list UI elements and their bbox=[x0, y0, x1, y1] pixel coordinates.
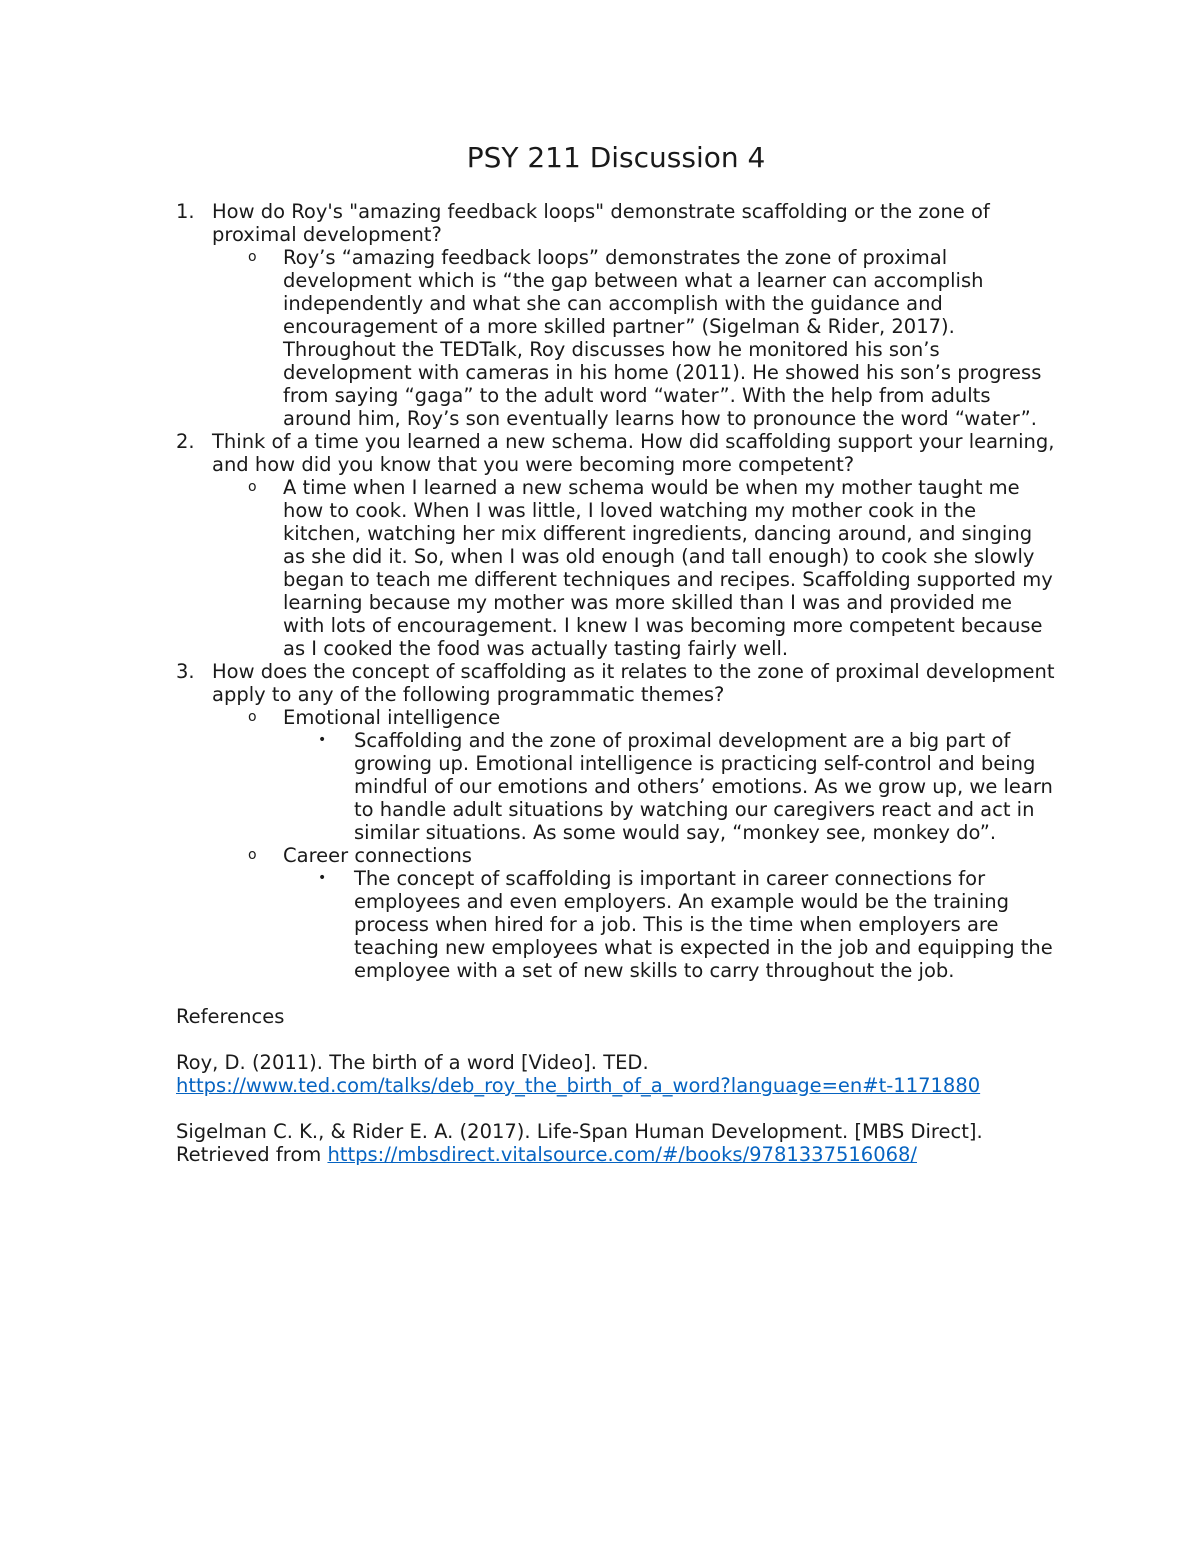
reference-link[interactable]: https://www.ted.com/talks/deb_roy_the_birth_of_a_word?language=en#t-1171880 bbox=[176, 1074, 981, 1097]
question-number: 1. bbox=[176, 200, 195, 223]
theme-item bbox=[212, 706, 1056, 844]
answer-item bbox=[212, 246, 1056, 430]
reference-link-line bbox=[176, 1143, 1056, 1166]
question-text: How do Roy's "amazing feedback loops" demonstrate scaffolding or the zone of proximal development? bbox=[212, 200, 990, 246]
theme-detail-text: The concept of scaffolding is important in career connections for employees and even employers. An example would be the training process when hired for a job. This is the time when employers are teaching new employees what is expected in the job and equipping the employee with a set of new skills to carry throughout the job. bbox=[354, 867, 1053, 982]
reference-item bbox=[176, 1120, 1056, 1166]
reference-prefix: Retrieved from bbox=[176, 1143, 328, 1166]
question-text: How does the concept of scaffolding as it relates to the zone of proximal development apply to any of the following programmatic themes? bbox=[212, 660, 1055, 706]
theme-label: Emotional intelligence bbox=[283, 706, 501, 729]
answer-list bbox=[212, 246, 1056, 430]
disc-bullet-icon: • bbox=[318, 732, 327, 748]
question-item bbox=[176, 660, 1056, 982]
question-number: 2. bbox=[176, 430, 195, 453]
circle-bullet-icon: o bbox=[248, 847, 257, 863]
theme-label: Career connections bbox=[283, 844, 472, 867]
question-list bbox=[176, 200, 1056, 982]
theme-detail-list bbox=[283, 867, 1056, 982]
reference-text: Sigelman C. K., & Rider E. A. (2017). Life-Span Human Development. [MBS Direct]. bbox=[176, 1120, 983, 1143]
circle-bullet-icon: o bbox=[248, 709, 257, 725]
reference-link[interactable]: https://mbsdirect.vitalsource.com/#/books/9781337516068/ bbox=[327, 1143, 917, 1166]
question-item bbox=[176, 430, 1056, 660]
theme-item bbox=[212, 844, 1056, 982]
references-heading: References bbox=[176, 1005, 285, 1028]
document-page bbox=[176, 140, 1056, 1189]
theme-detail-item bbox=[283, 729, 1056, 844]
circle-bullet-icon: o bbox=[248, 249, 257, 265]
question-number: 3. bbox=[176, 660, 195, 683]
theme-detail-text: Scaffolding and the zone of proximal development are a big part of growing up. Emotional intelligence is practicing self-control and being mindful of our emotions and others’ emotions. As we grow up, we learn to handle adult situations by watching our caregivers react and act in similar situations. As some would say, “monkey see, monkey do”. bbox=[354, 729, 1053, 844]
reference-link-line bbox=[176, 1074, 1056, 1097]
theme-list bbox=[212, 706, 1056, 982]
question-item bbox=[176, 200, 1056, 430]
document-title: PSY 211 Discussion 4 bbox=[466, 141, 766, 174]
question-text: Think of a time you learned a new schema. How did scaffolding support your learning, and how did you know that you were becoming more competent? bbox=[212, 430, 1055, 476]
answer-text: A time when I learned a new schema would be when my mother taught me how to cook. When I was little, I loved watching my mother cook in the kitchen, watching her mix different ingredients, dancing around, and singing as she did it. So, when I was old enough (and tall enough) to cook she slowly began to teach me different techniques and recipes. Scaffolding supported my learning because my mother was more skilled than I was and provided me with lots of encouragement. I knew I was becoming more competent because as I cooked the food was actually tasting fairly well. bbox=[283, 476, 1053, 660]
theme-detail-list bbox=[283, 729, 1056, 844]
reference-item bbox=[176, 1051, 1056, 1097]
disc-bullet-icon: • bbox=[318, 870, 327, 886]
answer-text: Roy’s “amazing feedback loops” demonstrates the zone of proximal development which is “the gap between what a learner can accomplish independently and what she can accomplish with the guidance and encouragement of a more skilled partner” (Sigelman & Rider, 2017). Throughout the TEDTalk, Roy discusses how he monitored his son’s development with cameras in his home (2011). He showed his son’s progress from saying “gaga” to the adult word “water”. With the help from adults around him, Roy’s son eventually learns how to pronounce the word “water”. bbox=[283, 246, 1042, 430]
answer-item bbox=[212, 476, 1056, 660]
theme-detail-item bbox=[283, 867, 1056, 982]
answer-list bbox=[212, 476, 1056, 660]
circle-bullet-icon: o bbox=[248, 479, 257, 495]
reference-text: Roy, D. (2011). The birth of a word [Video]. TED. bbox=[176, 1051, 649, 1074]
